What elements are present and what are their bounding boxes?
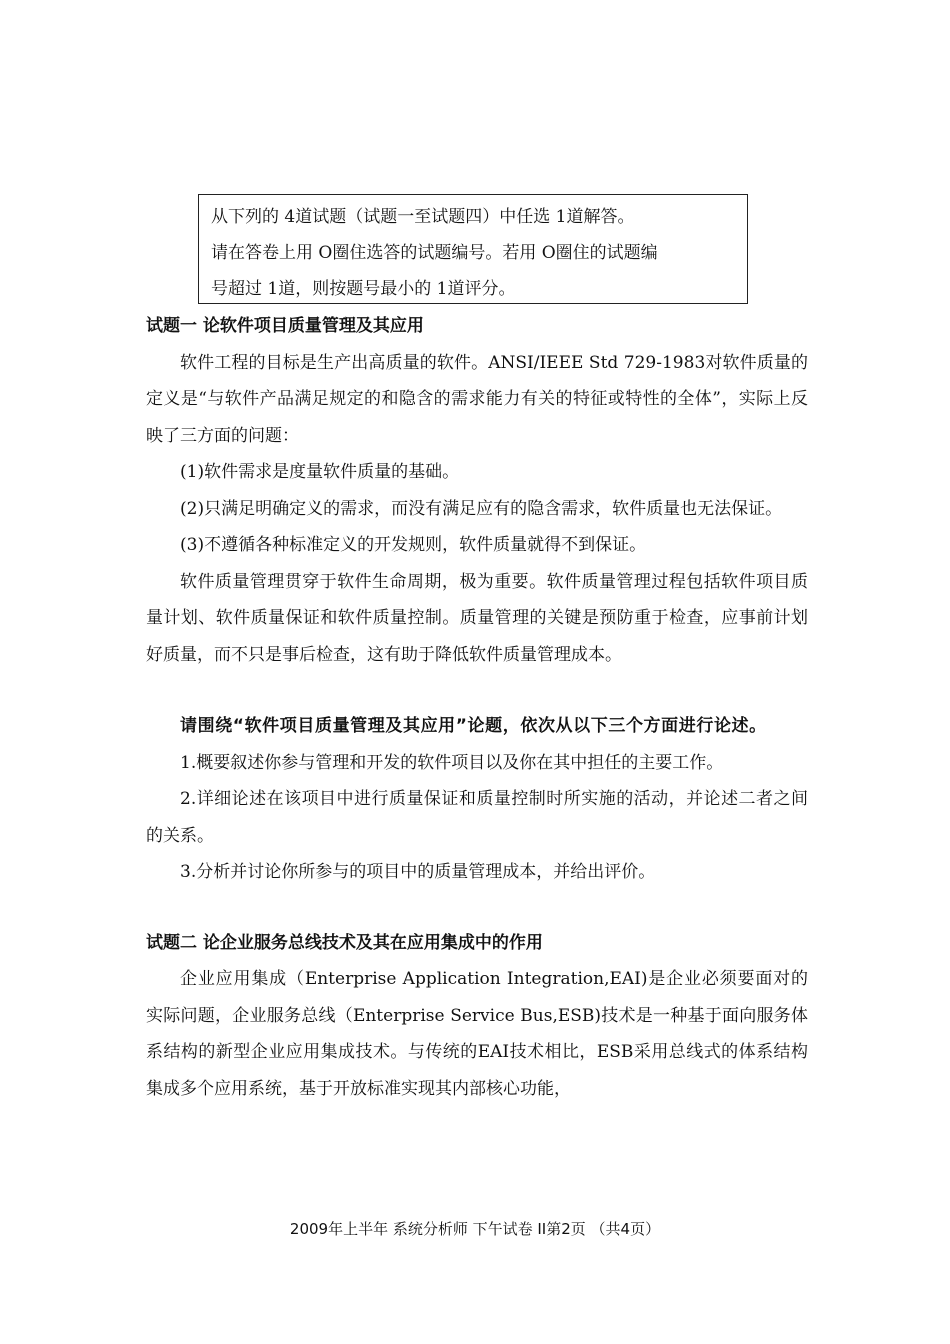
instruction-box [198,194,748,304]
question1-prompt: 请围绕“软件项目质量管理及其应用”论题，依次从以下三个方面进行论述。 [180,716,767,736]
paragraph-gap [146,673,808,708]
question2-title: 试题二 论企业服务总线技术及其在应用集成中的作用 [146,932,543,953]
question1-point-3: (3)不遵循各种标准定义的开发规则，软件质量就得不到保证。 [180,535,647,555]
question1-task-1: 1.概要叙述你参与管理和开发的软件项目以及你在其中担任的主要工作。 [180,752,724,773]
question1-point-1: (1)软件需求是度量软件质量的基础。 [180,462,460,482]
instruction-line-2: 请在答卷上用 O圈住选答的试题编号。若用 O圈住的试题编 [211,243,658,263]
question1-point-2: (2)只满足明确定义的需求，而没有满足应有的隐含需求，软件质量也无法保证。 [180,498,783,519]
question1-title: 试题一 论软件项目质量管理及其应用 [146,316,424,336]
page-footer: 2009年上半年 系统分析师 下午试卷 II第2页 （共4页） [289,1220,661,1238]
instruction-line-1: 从下列的 4道试题（试题一至试题四）中任选 1道解答。 [211,207,635,227]
question1-task-2: 2.详细论述在该项目中进行质量保证和质量控制时所实施的活动，并论述二者之间的关系。 [146,789,808,846]
instruction-line-3: 号超过 1道，则按题号最小的 1道评分。 [211,279,516,299]
question1-intro: 软件工程的目标是生产出高质量的软件。ANSI/IEEE Std 729-1983对软件质量的定义是“与软件产品满足规定的和隐含的需求能力有关的特征或特性的全体”，实际上反映了三方面的问题： [146,352,808,446]
document-body [146,308,808,1107]
question1-task-3: 3.分析并讨论你所参与的项目中的质量管理成本，并给出评价。 [180,862,656,882]
question2-intro: 企业应用集成（Enterprise Application Integration,EAI)是企业必须要面对的实际问题，企业服务总线（Enterprise Service Bus,ESB)技术是一种基于面向服务体系结构的新型企业应用集成技术。与传统的EAI技术相比，ESB采用总线式的体系结构集成多个应用系统，基于开放标准实现其内部核心功能， [146,969,808,1099]
question1-management: 软件质量管理贯穿于软件生命周期，极为重要。软件质量管理过程包括软件项目质量计划、软件质量保证和软件质量控制。质量管理的关键是预防重于检查，应事前计划好质量，而不只是事后检查，这有助于降低软件质量管理成本。 [146,571,808,665]
paragraph-gap [146,891,808,925]
